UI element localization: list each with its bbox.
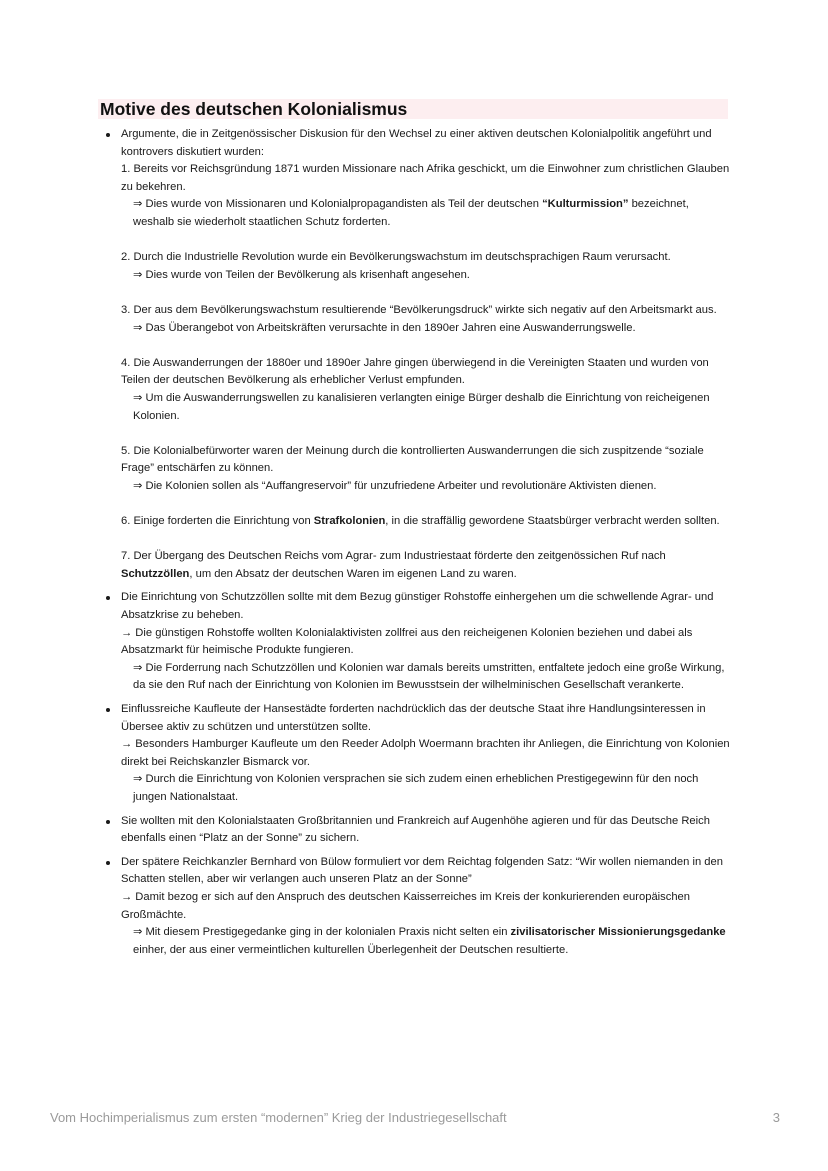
paragraph: Der spätere Reichkanzler Bernhard von Bülow formuliert vor dem Reichtag folgenden Satz: “Wir wollen niemanden in den Schatten stellen, aber wir verlangen auch unseren Platz an der Sonne”	[121, 855, 723, 886]
paragraph: → Die günstigen Rohstoffe wollten Kolonialaktivisten zollfrei aus den reicheigenen Kolonien beziehen und dabei als Absatzmarkt für heimische Produkte fungieren.	[121, 626, 693, 657]
arrow-icon: →	[121, 890, 133, 903]
double-arrow-icon: ⇒	[133, 198, 143, 211]
double-arrow-icon: ⇒	[133, 391, 143, 404]
page-title: Motive des deutschen Kolonialismus	[100, 99, 408, 119]
double-arrow-icon: ⇒	[133, 773, 143, 786]
paragraph: 6. Einige forderten die Einrichtung von Strafkolonien, in die straffällig gewordene Staatsbürger verbracht werden sollten.	[121, 515, 720, 528]
double-arrow-icon: ⇒	[133, 661, 143, 674]
paragraph: Einflussreiche Kaufleute der Hansestädte forderten nachdrücklich das der deutsche Staat ihre Handlungsinteressen in Übersee aktiv zu schützen und unterstützen sollte.	[121, 703, 706, 733]
arrow-icon: →	[121, 738, 133, 751]
double-arrow-icon: ⇒	[133, 268, 143, 281]
list-item	[103, 589, 731, 695]
footer-title: Vom Hochimperialismus zum ersten “modernen” Krieg der Industriegesellschaft	[50, 1110, 507, 1125]
list-item	[103, 701, 731, 807]
paragraph: 4. Die Auswanderrungen der 1880er und 1890er Jahre gingen überwiegend in die Vereinigten Staaten und wurden von Teilen der deutschen Bevölkerung als erheblicher Verlust empfunden.	[121, 356, 709, 387]
paragraph: Sie wollten mit den Kolonialstaaten Großbritannien und Frankreich auf Augenhöhe agieren und für das Deutsche Reich ebenfalls einen “Platz an der Sonne” zu sichern.	[121, 814, 710, 845]
paragraph: Die Einrichtung von Schutzzöllen sollte mit dem Bezug günstiger Rohstoffe einhergehen um die schwellende Agrar- und Absatzkrise zu beheben.	[121, 591, 714, 622]
paragraph: → Besonders Hamburger Kaufleute um den Reeder Adolph Woermann brachten ihr Anliegen, die Einrichtung von Kolonien direkt bei Reichskanzler Bismarck vor.	[121, 738, 730, 768]
page-number: 3	[772, 1110, 780, 1125]
heading-block	[98, 97, 728, 121]
double-arrow-icon: ⇒	[133, 321, 143, 334]
emphasis: “Kulturmission”	[542, 198, 629, 211]
paragraph: 2. Durch die Industrielle Revolution wurde ein Bevölkerungswachstum im deutschsprachigen Raum verursacht.	[121, 251, 671, 264]
paragraph: → Damit bezog er sich auf den Anspruch des deutschen Kaisserreiches im Kreis der konkurierenden europäischen Großmächte.	[121, 890, 691, 921]
document-body	[103, 126, 731, 965]
bullet-list	[103, 126, 731, 959]
paragraph: 5. Die Kolonialbefürworter waren der Meinung durch die kontrollierten Auswanderrungen die sich zuspitzende “soziale Frage” entschärfen zu können.	[121, 444, 704, 475]
paragraph: 7. Der Übergang des Deutschen Reichs vom Agrar- zum Industriestaat förderte den zeitgenössichen Ruf nach Schutzzöllen, um den Absatz der deutschen Waren im eigenen Land zu waren.	[121, 550, 666, 580]
paragraph: 1. Bereits vor Reichsgründung 1871 wurden Missionare nach Afrika geschickt, um die Einwohner zum christlichen Glauben zu bekehren.	[121, 163, 730, 193]
arrow-icon: →	[121, 626, 133, 639]
double-arrow-icon: ⇒	[133, 926, 143, 939]
paragraph: ⇒ Die Forderrung nach Schutzzöllen und Kolonien war damals bereits umstritten, entfaltete jedoch eine große Wirkung, da sie den Ruf nach der Einrichtung von Kolonien im Bewusstsein der wilhelminischen Gesellschaft verankerte.	[133, 661, 725, 692]
list-item	[103, 854, 731, 960]
emphasis: zivilisatorischer Missionierungsgedanke	[510, 926, 726, 939]
paragraph: ⇒ Die Kolonien sollen als “Auffangreservoir” für unzufriedene Arbeiter und revolutionäre Aktivisten dienen.	[133, 479, 657, 492]
paragraph: ⇒ Das Überangebot von Arbeitskräften verursachte in den 1890er Jahren eine Auswanderrungswelle.	[133, 321, 636, 334]
paragraph: ⇒ Mit diesem Prestigegedanke ging in der kolonialen Praxis nicht selten ein zivilisatorischer Missionierungsgedanke einher, der aus einer vermeintlichen kulturellen Überlegenheit der Deutschen resultierte.	[133, 926, 726, 956]
list-item	[103, 126, 731, 583]
emphasis: Schutzzöllen	[121, 567, 190, 580]
paragraph: 3. Der aus dem Bevölkerungswachstum resultierende “Bevölkerungsdruck” wirkte sich negativ auf den Arbeitsmarkt aus.	[121, 303, 717, 316]
double-arrow-icon: ⇒	[133, 479, 143, 492]
paragraph: ⇒ Um die Auswanderrungswellen zu kanalisieren verlangten einige Bürger deshalb die Einrichtung von reicheigenen Kolonien.	[133, 391, 710, 422]
paragraph: ⇒ Durch die Einrichtung von Kolonien versprachen sie sich zudem einen erheblichen Prestigegewinn für den noch jungen Nationalstaat.	[133, 773, 699, 803]
list-item	[103, 813, 731, 848]
paragraph: Argumente, die in Zeitgenössischer Diskusion für den Wechsel zu einer aktiven deutschen Kolonialpolitik angeführt und kontrovers diskutiert wurden:	[121, 128, 712, 158]
paragraph: ⇒ Dies wurde von Missionaren und Kolonialpropagandisten als Teil der deutschen “Kulturmission” bezeichnet, weshalb sie wiederholt staatlichen Schutz forderten.	[133, 198, 689, 228]
paragraph: ⇒ Dies wurde von Teilen der Bevölkerung als krisenhaft angesehen.	[133, 268, 470, 281]
emphasis: Strafkolonien	[313, 515, 386, 528]
